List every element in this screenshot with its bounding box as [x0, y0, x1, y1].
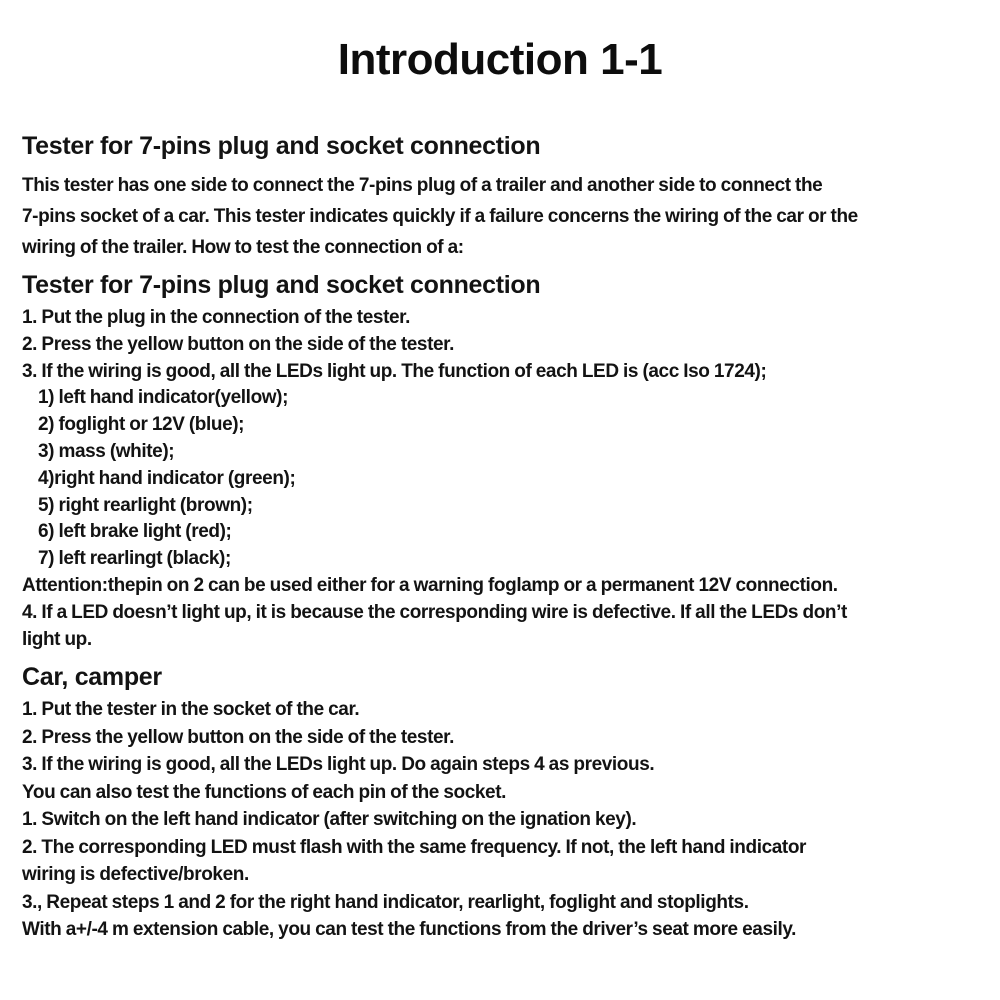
- section-heading: Tester for 7-pins plug and socket connection: [22, 271, 541, 299]
- document-body: [22, 130, 978, 944]
- text-line: Attention:thepin on 2 can be used either for a warning foglamp or a permanent 12V connection.: [22, 574, 838, 596]
- text-line: With a+/-4 m extension cable, you can test the functions from the driver’s seat more easily.: [22, 919, 796, 941]
- text-line: wiring is defective/broken.: [22, 864, 249, 886]
- text-line: 1. Put the plug in the connection of the tester.: [22, 307, 410, 328]
- document-section: [22, 130, 978, 263]
- document-section: [22, 269, 978, 653]
- text-line: You can also test the functions of each pin of the socket.: [22, 781, 507, 803]
- text-line: 3., Repeat steps 1 and 2 for the right hand indicator, rearlight, foglight and stoplights.: [22, 891, 749, 913]
- section-lines: [22, 696, 978, 944]
- text-line: This tester has one side to connect the 7-pins plug of a trailer and another side to connect the: [22, 175, 823, 196]
- text-line: wiring of the trailer. How to test the connection of a:: [22, 237, 464, 258]
- document-page: [0, 34, 1000, 1000]
- text-line: 2) foglight or 12V (blue);: [38, 414, 245, 436]
- text-line: light up.: [22, 628, 92, 650]
- text-line: 1. Switch on the left hand indicator (after switching on the ignation key).: [22, 809, 637, 831]
- text-line: 3. If the wiring is good, all the LEDs light up. The function of each LED is (acc Iso 1724);: [22, 360, 767, 382]
- section-heading: Tester for 7-pins plug and socket connection: [22, 132, 541, 160]
- text-line: 5) right rearlight (brown);: [38, 494, 253, 516]
- text-line: 3) mass (white);: [38, 440, 175, 462]
- text-line: 2. Press the yellow button on the side of the tester.: [22, 726, 454, 748]
- text-line: 1. Put the tester in the socket of the car.: [22, 699, 360, 721]
- section-lines: [22, 305, 978, 653]
- text-line: 2. Press the yellow button on the side of the tester.: [22, 333, 454, 355]
- section-heading: Car, camper: [22, 663, 162, 692]
- document-section: [22, 661, 978, 944]
- text-line: 2. The corresponding LED must flash with the same frequency. If not, the left hand indicator: [22, 836, 807, 858]
- text-line: 3. If the wiring is good, all the LEDs light up. Do again steps 4 as previous.: [22, 754, 655, 776]
- text-line: 1) left hand indicator(yellow);: [38, 387, 289, 409]
- section-lines: [22, 170, 978, 263]
- page-title: Introduction 1-1: [337, 35, 663, 84]
- text-line: 4. If a LED doesn’t light up, it is because the corresponding wire is defective. If all the LEDs don’t: [22, 601, 847, 623]
- text-line: 7) left rearlingt (black);: [38, 548, 231, 570]
- text-line: 6) left brake light (red);: [38, 521, 232, 543]
- text-line: 7-pins socket of a car. This tester indicates quickly if a failure concerns the wiring of the car or the: [22, 206, 858, 227]
- text-line: 4)right hand indicator (green);: [38, 467, 296, 489]
